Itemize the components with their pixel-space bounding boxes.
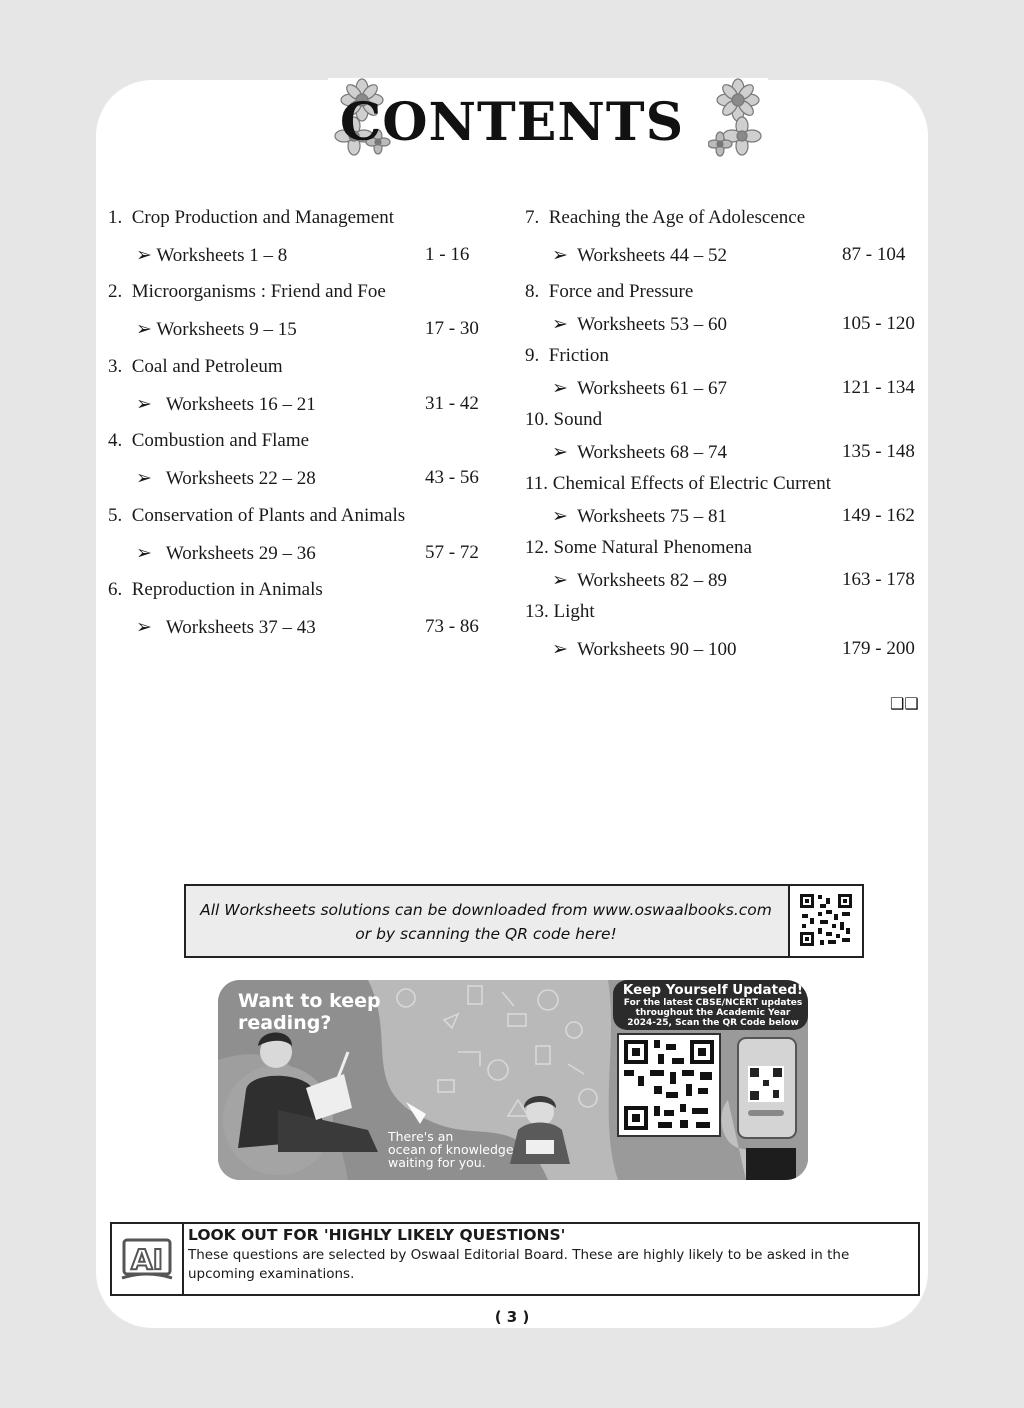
chapter-name: Crop Production and Management — [131, 207, 395, 228]
highly-likely-body: These questions are selected by Oswaal Editorial Board. These are highly likely to be asked in the upcoming examinations. — [188, 1247, 850, 1282]
chapter-row[interactable]: 13. Light — [525, 601, 595, 622]
chapter-row[interactable]: 6. Reproduction in Animals — [108, 579, 323, 600]
worksheet-row[interactable]: ➢ Worksheets 75 – 81 — [552, 506, 728, 527]
highly-likely-title: LOOK OUT FOR 'HIGHLY LIKELY QUESTIONS' — [188, 1226, 566, 1244]
worksheet-row[interactable]: ➢ Worksheets 82 – 89 — [552, 570, 728, 591]
worksheet-row[interactable]: ➢ Worksheets 53 – 60 — [552, 314, 728, 335]
ai-icon-label: AI — [130, 1243, 164, 1276]
qr-code-icon[interactable] — [798, 892, 854, 948]
worksheet-row[interactable]: ➢ Worksheets 37 – 43 — [136, 617, 316, 638]
qr-code-cell — [788, 886, 862, 956]
ai-book-icon — [112, 1224, 184, 1294]
chapter-row[interactable]: 1. Crop Production and Management — [108, 207, 395, 228]
page-range: 179 - 200 — [842, 638, 915, 659]
bullet-icon: ➢ — [136, 468, 152, 489]
page-range: 43 - 56 — [425, 467, 479, 488]
bullet-icon: ➢ — [136, 394, 152, 415]
chapter-name: Force and Pressure — [548, 281, 694, 302]
end-mark-icon: ❑❑ — [890, 696, 919, 713]
chapter-name: Some Natural Phenomena — [553, 537, 752, 558]
bullet-icon: ➢ — [552, 442, 568, 463]
chapter-name: Reaching the Age of Adolescence — [548, 207, 806, 228]
page-range: 31 - 42 — [425, 393, 479, 414]
chapter-row[interactable]: 2. Microorganisms : Friend and Foe — [108, 281, 386, 302]
chapter-name: Microorganisms : Friend and Foe — [131, 281, 386, 302]
chapter-name: Coal and Petroleum — [131, 356, 283, 377]
page-range: 87 - 104 — [842, 244, 906, 265]
chapter-row[interactable]: 11. Chemical Effects of Electric Current — [525, 473, 831, 494]
chapter-row[interactable]: 9. Friction — [525, 345, 609, 366]
banner-heading: Want to keep reading? — [238, 990, 381, 1034]
chapter-name: Sound — [553, 409, 603, 430]
chapter-row[interactable]: 3. Coal and Petroleum — [108, 356, 283, 377]
banner-update-text: For the latest CBSE/NCERT updates throughout the Academic Year 2024-25, Scan the QR Code below — [623, 998, 803, 1028]
page-range: 73 - 86 — [425, 616, 479, 637]
worksheet-row[interactable]: ➢ Worksheets 16 – 21 — [136, 394, 316, 415]
bullet-icon: ➢ — [136, 319, 152, 340]
highly-likely-box — [110, 1222, 920, 1296]
bullet-icon: ➢ — [136, 617, 152, 638]
bullet-icon: ➢ — [136, 245, 152, 266]
chapter-name: Combustion and Flame — [131, 430, 310, 451]
bullet-icon: ➢ — [552, 314, 568, 335]
banner-tagline: There's an ocean of knowledge waiting for you. — [388, 1129, 514, 1170]
page-range: 163 - 178 — [842, 569, 915, 590]
page-range: 57 - 72 — [425, 542, 479, 563]
page-range: 135 - 148 — [842, 441, 915, 462]
promo-banner[interactable] — [218, 980, 808, 1180]
chapter-row[interactable]: 12. Some Natural Phenomena — [525, 537, 752, 558]
worksheet-row[interactable]: ➢ Worksheets 29 – 36 — [136, 543, 316, 564]
page-title: CONTENTS — [339, 92, 685, 153]
worksheet-row[interactable]: ➢ Worksheets 1 – 8 — [136, 245, 288, 266]
page-range: 149 - 162 — [842, 505, 915, 526]
page-range: 121 - 134 — [842, 377, 915, 398]
chapter-name: Light — [553, 601, 595, 622]
page-range: 1 - 16 — [425, 244, 470, 265]
worksheet-row[interactable]: ➢ Worksheets 44 – 52 — [552, 245, 728, 266]
solutions-box — [184, 884, 864, 958]
bullet-icon: ➢ — [552, 570, 568, 591]
bullet-icon: ➢ — [552, 639, 568, 660]
page-number: ( 3 ) — [494, 1308, 530, 1326]
chapter-row[interactable]: 8. Force and Pressure — [525, 281, 694, 302]
bullet-icon: ➢ — [552, 378, 568, 399]
chapter-name: Friction — [548, 345, 609, 366]
solutions-text: All Worksheets solutions can be downloaded from www.oswaalbooks.com or by scanning the QR code here! — [200, 901, 772, 943]
chapter-row[interactable]: 7. Reaching the Age of Adolescence — [525, 207, 806, 228]
page-range: 17 - 30 — [425, 318, 479, 339]
worksheet-row[interactable]: ➢ Worksheets 61 – 67 — [552, 378, 728, 399]
chapter-row[interactable]: 10. Sound — [525, 409, 603, 430]
bullet-icon: ➢ — [552, 506, 568, 527]
chapter-name: Reproduction in Animals — [131, 579, 323, 600]
chapter-row[interactable]: 4. Combustion and Flame — [108, 430, 310, 451]
chapter-name: Conservation of Plants and Animals — [131, 505, 406, 526]
chapter-row[interactable]: 5. Conservation of Plants and Animals — [108, 505, 406, 526]
worksheet-row[interactable]: ➢ Worksheets 90 – 100 — [552, 639, 737, 660]
banner-update-title: Keep Yourself Updated! — [622, 982, 804, 998]
worksheet-row[interactable]: ➢ Worksheets 68 – 74 — [552, 442, 728, 463]
bullet-icon: ➢ — [552, 245, 568, 266]
page-range: 105 - 120 — [842, 313, 915, 334]
bullet-icon: ➢ — [136, 543, 152, 564]
worksheet-row[interactable]: ➢ Worksheets 9 – 15 — [136, 319, 297, 340]
chapter-name: Chemical Effects of Electric Current — [552, 473, 831, 494]
worksheet-row[interactable]: ➢ Worksheets 22 – 28 — [136, 468, 316, 489]
